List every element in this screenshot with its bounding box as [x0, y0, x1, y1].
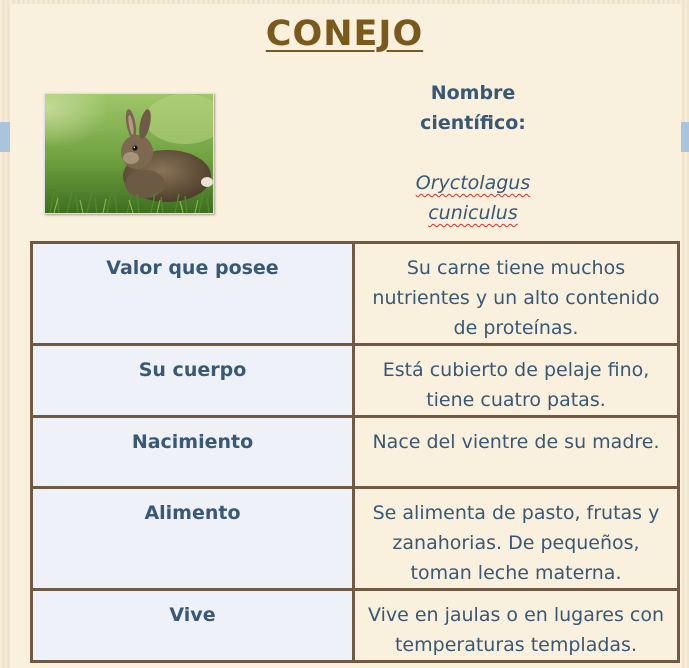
row-value: Vive en jaulas o en lugares con temperaturas templadas.	[354, 590, 679, 662]
table-row	[32, 243, 679, 345]
row-label: Vive	[32, 590, 354, 662]
scientific-name-block	[393, 78, 553, 228]
row-label: Su cuerpo	[32, 345, 354, 417]
row-value: Se alimenta de pasto, frutas y zanahorias. De pequeños, toman leche materna.	[354, 488, 679, 590]
row-value: Nace del vientre de su madre.	[354, 417, 679, 488]
left-accent-band	[0, 122, 10, 152]
scientific-name-value: Oryctolagus cuniculus	[415, 172, 531, 224]
rabbit-photo	[44, 93, 214, 214]
page-title: CONEJO	[265, 14, 424, 54]
table-row	[32, 345, 679, 417]
info-table	[30, 241, 680, 663]
table-row	[32, 590, 679, 662]
row-value: Está cubierto de pelaje fino, tiene cuatro patas.	[354, 345, 679, 417]
row-label: Nacimiento	[32, 417, 354, 488]
row-value: Su carne tiene muchos nutrientes y un alto contenido de proteínas.	[354, 243, 679, 345]
table-row	[32, 417, 679, 488]
rabbit-illustration	[45, 94, 213, 213]
scientific-name-label: Nombre científico:	[420, 82, 526, 134]
right-accent-band	[681, 122, 689, 152]
row-label: Alimento	[32, 488, 354, 590]
row-label: Valor que posee	[32, 243, 354, 345]
table-row	[32, 488, 679, 590]
